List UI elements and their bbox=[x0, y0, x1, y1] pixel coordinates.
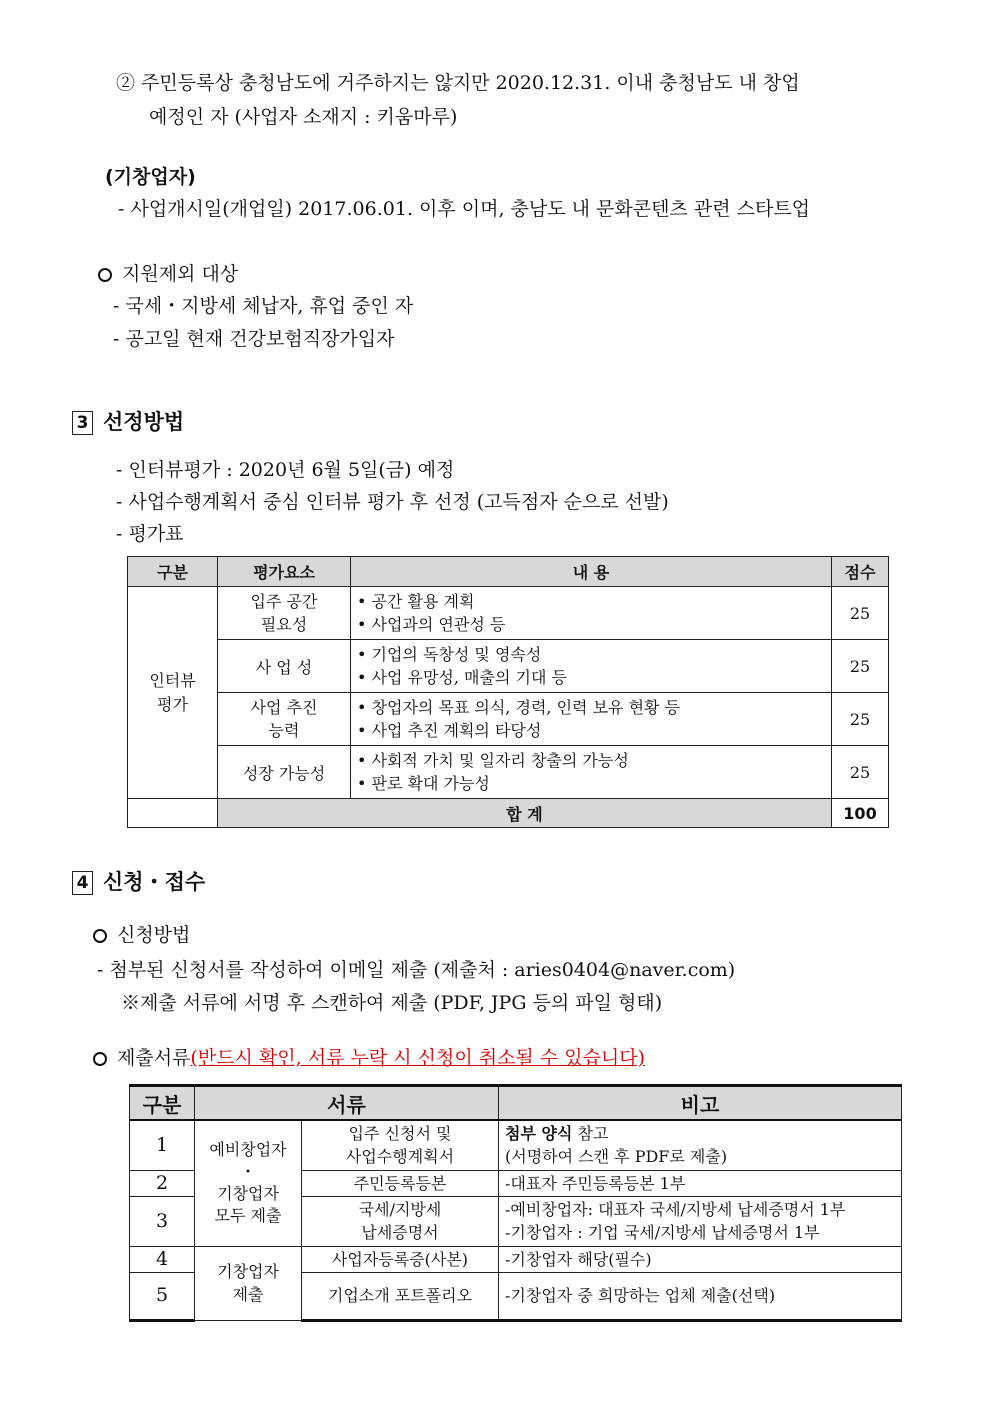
method-heading bbox=[93, 920, 190, 947]
doc-cell: 국세/지방세 납세증명서 bbox=[302, 1196, 499, 1246]
eligibility-item-2-line1: ② 주민등록상 충청남도에 거주하지는 않지만 2020.12.31. 이내 충청남도 내 창업 bbox=[116, 72, 800, 94]
evaluation-table bbox=[127, 556, 889, 828]
element-cell: 입주 공간 필요성 bbox=[218, 587, 351, 640]
note-cell bbox=[499, 1120, 902, 1170]
section-number-box: 4 bbox=[72, 871, 93, 895]
note-cell: -대표자 주민등록등본 1부 bbox=[499, 1170, 902, 1196]
empty-cell bbox=[128, 799, 218, 828]
element-cell: 사 업 성 bbox=[218, 640, 351, 693]
group-cell: 기창업자 제출 bbox=[195, 1246, 302, 1320]
group-cell: 예비창업자 ・ 기창업자 모두 제출 bbox=[195, 1120, 302, 1246]
content-line: • 기업의 독창성 및 영속성 bbox=[357, 645, 542, 664]
header-no: 구분 bbox=[130, 1086, 195, 1121]
docs-heading bbox=[93, 1043, 645, 1070]
content-cell bbox=[351, 746, 832, 799]
table-header-row bbox=[128, 557, 889, 587]
selection-line: - 사업수행계획서 중심 인터뷰 평가 후 선정 (고득점자 순으로 선발) bbox=[116, 491, 669, 513]
element-cell: 성장 가능성 bbox=[218, 746, 351, 799]
header-score: 점수 bbox=[832, 557, 889, 587]
score-cell: 25 bbox=[832, 587, 889, 640]
exclusion-item: - 공고일 현재 건강보험직장가입자 bbox=[113, 328, 395, 350]
content-line: • 사업 추진 계획의 타당성 bbox=[357, 721, 542, 740]
section-4-heading bbox=[72, 866, 205, 896]
total-label: 합 계 bbox=[218, 799, 832, 828]
documents-table bbox=[129, 1084, 902, 1322]
exclusion-heading bbox=[98, 259, 238, 286]
content-line: • 사업 유망성, 매출의 기대 등 bbox=[357, 668, 567, 687]
eligibility-item-2-line2: 예정인 자 (사업자 소재지 : 키움마루) bbox=[149, 106, 458, 128]
doc-cell: 입주 신청서 및 사업수행계획서 bbox=[302, 1120, 499, 1170]
note-cell: -기창업자 중 희망하는 업체 제출(선택) bbox=[499, 1272, 902, 1320]
selection-line: - 인터뷰평가 : 2020년 6월 5일(금) 예정 bbox=[116, 459, 455, 481]
note-emphasis: 첨부 양식 bbox=[505, 1124, 573, 1144]
note-cell: -기창업자 해당(필수) bbox=[499, 1246, 902, 1272]
docs-warning: (반드시 확인, 서류 누락 시 신청이 취소될 수 있습니다) bbox=[190, 1047, 646, 1069]
table-row bbox=[128, 693, 889, 746]
table-header-row bbox=[130, 1086, 902, 1121]
exclusion-title: 지원제외 대상 bbox=[122, 263, 239, 285]
table-row bbox=[128, 640, 889, 693]
content-cell bbox=[351, 640, 832, 693]
row-number: 4 bbox=[130, 1246, 195, 1272]
header-category: 구분 bbox=[128, 557, 218, 587]
section-3-heading bbox=[72, 406, 184, 436]
content-cell bbox=[351, 587, 832, 640]
table-row bbox=[130, 1246, 902, 1272]
doc-cell: 사업자등록증(사본) bbox=[302, 1246, 499, 1272]
section-4-title: 신청・접수 bbox=[103, 870, 206, 894]
element-cell: 사업 추진 능력 bbox=[218, 693, 351, 746]
content-line: • 사회적 가치 및 일자리 창출의 가능성 bbox=[357, 751, 629, 770]
circle-bullet-icon bbox=[98, 268, 112, 282]
table-row bbox=[128, 746, 889, 799]
total-score: 100 bbox=[832, 799, 889, 828]
header-doc: 서류 bbox=[195, 1086, 499, 1121]
content-cell bbox=[351, 693, 832, 746]
content-line: • 창업자의 목표 의식, 경력, 인력 보유 현황 등 bbox=[357, 698, 681, 717]
method-line: - 첨부된 신청서를 작성하여 이메일 제출 (제출처 : aries0404@naver.com) bbox=[97, 959, 736, 981]
score-cell: 25 bbox=[832, 640, 889, 693]
exclusion-item: - 국세・지방세 체납자, 휴업 중인 자 bbox=[113, 295, 414, 317]
content-line: • 공간 활용 계획 bbox=[357, 592, 475, 611]
table-row bbox=[128, 587, 889, 640]
selection-line: - 평가표 bbox=[116, 523, 184, 545]
score-cell: 25 bbox=[832, 693, 889, 746]
section-number-box: 3 bbox=[72, 411, 93, 435]
row-number: 2 bbox=[130, 1170, 195, 1196]
total-row bbox=[128, 799, 889, 828]
method-note: ※제출 서류에 서명 후 스캔하여 제출 (PDF, JPG 등의 파일 형태) bbox=[121, 992, 663, 1014]
row-number: 3 bbox=[130, 1196, 195, 1246]
note-cell: -예비창업자: 대표자 국세/지방세 납세증명서 1부 -기창업자 : 기업 국세/지방세 납세증명서 1부 bbox=[499, 1196, 902, 1246]
doc-cell: 기업소개 포트폴리오 bbox=[302, 1272, 499, 1320]
existing-founder-line: - 사업개시일(개업일) 2017.06.01. 이후 이며, 충남도 내 문화콘텐츠 관련 스타트업 bbox=[118, 198, 811, 220]
method-title: 신청방법 bbox=[117, 924, 191, 946]
content-line: • 사업과의 연관성 등 bbox=[357, 615, 506, 634]
existing-founder-title: (기창업자) bbox=[105, 166, 196, 188]
table-row bbox=[130, 1120, 902, 1170]
row-number: 5 bbox=[130, 1272, 195, 1320]
docs-title: 제출서류 bbox=[117, 1047, 191, 1069]
row-number: 1 bbox=[130, 1120, 195, 1170]
header-content: 내 용 bbox=[351, 557, 832, 587]
note-text: 참고 (서명하여 스캔 후 PDF로 제출) bbox=[505, 1124, 728, 1167]
content-line: • 판로 확대 가능성 bbox=[357, 774, 490, 793]
header-element: 평가요소 bbox=[218, 557, 351, 587]
score-cell: 25 bbox=[832, 746, 889, 799]
circle-bullet-icon bbox=[93, 1052, 107, 1066]
doc-cell: 주민등록등본 bbox=[302, 1170, 499, 1196]
section-3-title: 선정방법 bbox=[103, 410, 185, 434]
circle-bullet-icon bbox=[93, 929, 107, 943]
category-cell: 인터뷰 평가 bbox=[128, 587, 218, 799]
header-note: 비고 bbox=[499, 1086, 902, 1121]
